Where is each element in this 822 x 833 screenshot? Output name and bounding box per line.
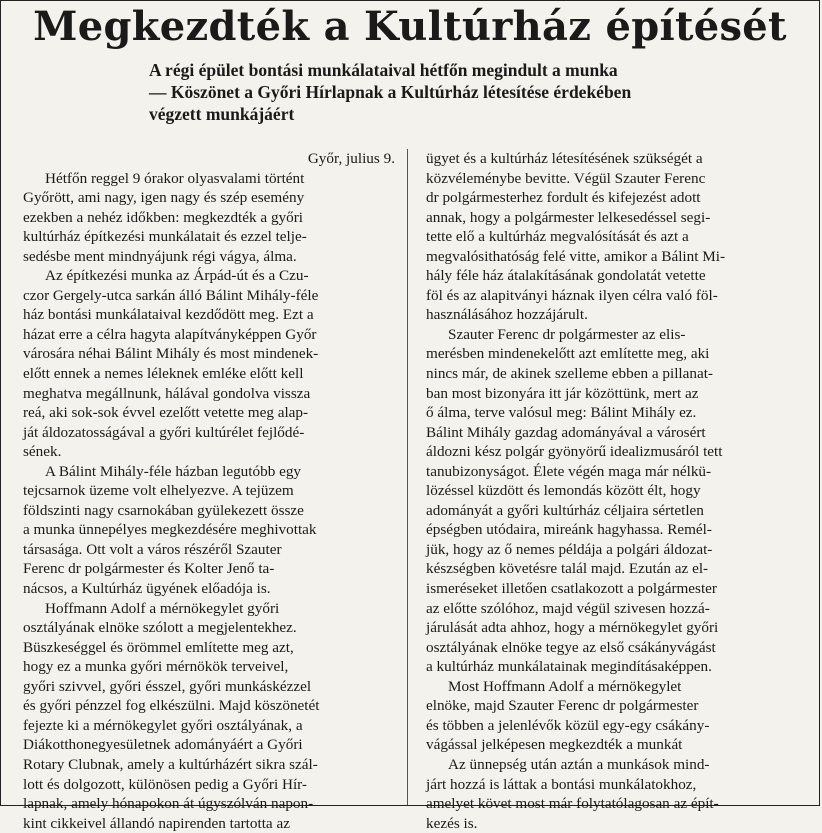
subheadline-line: — Köszönet a Győri Hírlapnak a Kultúrház létesítése érdekében: [149, 82, 632, 102]
text-line: előtt ennek a nemes léleknek emléke előtt kell: [23, 365, 304, 383]
text-line: föl és az alapitványi háznak ilyen célra való föl-: [426, 286, 718, 304]
text-line: annak, hogy a polgármester lelkesedéssel segi-: [426, 208, 711, 226]
text-line: hogy ez a munka győri mérnökök terveivel,: [23, 658, 289, 676]
text-line: ház bontási munkálataival kezdődött meg. Ezt a: [23, 306, 314, 324]
text-line: Hétfőn reggel 9 órakor olyasvalami történt: [45, 169, 305, 187]
text-line: hály féle ház átalakításának gondolatát vetette: [426, 267, 706, 285]
text-line: földszinti nagy csarnokában gyülekezett össze: [23, 501, 304, 519]
text-line: kezés is.: [426, 814, 478, 832]
text-line: Az építkezési munka az Árpád-út és a Czu-: [45, 267, 309, 285]
text-line: sedésbe ment mindnyájunk régi vágya, álma.: [23, 247, 297, 265]
text-line: a munka ünnepélyes megkezdésére meghivottak: [23, 521, 317, 539]
text-line: kultúrház építkezési munkálatait és ezzel telje-: [23, 228, 307, 246]
text-line: és többen a jelenlévők közül egy-egy csákány-: [426, 716, 710, 734]
text-line: társasága. Ott volt a város részéről Szauter: [23, 540, 282, 558]
left-column: [1, 149, 403, 832]
headline: Megkezdték a Kultúrház építését: [33, 3, 787, 50]
text-line: osztályának elnöke tegye az első csákányvágást: [426, 638, 716, 656]
subheadline-line: végzett munkájáért: [149, 104, 295, 124]
text-line: kint cikkeivel állandó napirenden tartotta az: [23, 814, 290, 832]
text-line: reá, aki sok-sok évvel ezelőtt vetette meg alap-: [23, 404, 309, 422]
text-line: ügyet és a kultúrház létesítésének szükségét a: [426, 150, 703, 167]
text-line: városára néhai Bálint Mihály és most mindenek-: [23, 345, 319, 363]
text-line: sének.: [23, 443, 62, 461]
text-line: Győrött, ami nagy, igen nagy és szép esemény: [23, 189, 305, 207]
text-line: lözéssel küzdött és lemondás között élt, hogy: [426, 482, 701, 500]
right-column: [407, 149, 805, 832]
text-line: Az ünnepség után aztán a munkások mind-: [448, 755, 710, 773]
text-line: közvéleménybe bevitte. Végül Szauter Ferenc: [426, 169, 706, 187]
text-line: Ferenc dr polgármester és Kolter Jenő ta-: [23, 560, 275, 578]
article-body: [1, 149, 819, 832]
text-line: megvalósithatóság felé vitte, amikor a Bálint Mi-: [426, 247, 726, 265]
subheadline: [149, 59, 801, 125]
text-line: az előtte szólóhoz, majd végül szivesen hozzá-: [426, 599, 710, 617]
text-line: A Bálint Mihály-féle házban legutóbb egy: [45, 462, 302, 480]
text-line: ban most bizonyára itt jár közöttünk, mert az: [426, 384, 699, 402]
text-line: ját áldozatosságával a győri kultúrélet fejlődé-: [23, 423, 305, 441]
text-line: czor Gergely-utca sarkán álló Bálint Mihály-féle: [23, 286, 319, 304]
text-line: elnöke, majd Szauter Ferenc dr polgármester: [426, 697, 699, 715]
text-line: a kultúrház munkálatainak megindításaképpen.: [426, 658, 712, 676]
text-line: vágással jelképesen megkezdték a munkát: [426, 736, 683, 754]
text-line: győri szivvel, győri ésszel, győri munkáskézzel: [23, 677, 312, 695]
text-line: áldozni kész polgár gyönyörű idealizmusáról tett: [426, 443, 723, 461]
text-line: Rotary Clubnak, amely a kultúrházért sikra szál-: [23, 755, 318, 773]
subheadline-line: A régi épület bontási munkálataival hétfőn megindult a munka: [149, 60, 618, 80]
text-line: Most Hoffmann Adolf a mérnökegylet: [448, 677, 682, 695]
text-line: tette elő a kultúrház megvalósítását és azt a: [426, 228, 689, 246]
text-line: járt hozzá is láttak a bontási munkálatokhoz,: [426, 775, 697, 793]
text-line: nincs már, de akinek szelleme ebben a pillanat-: [426, 365, 713, 383]
text-line: merésben mindenekelőtt azt említette meg, aki: [426, 345, 710, 363]
dateline: Győr, julius 9.: [307, 150, 395, 167]
text-line: tanubizonyságot. Élete végén maga már nélkü-: [426, 462, 712, 480]
text-line: meghatva megállnunk, hálával gondolva vissza: [23, 384, 311, 402]
text-line: házat erre a célra hagyta alapítványképpen Győr: [23, 325, 317, 343]
text-line: lapnak, amely hónapokon át úgyszólván napon-: [23, 795, 314, 813]
text-line: ismeréseket illetően csatlakozott a polgármester: [426, 580, 717, 598]
text-line: készségben követésre talál majd. Ezután az el-: [426, 560, 709, 578]
text-line: Büszkeséggel és örömmel említette meg azt,: [23, 638, 294, 656]
text-line: ezekben a nehéz időkben: megkezdték a győri: [23, 208, 303, 226]
text-line: lott és dolgozott, különösen pedig a Győri Hír-: [23, 775, 307, 793]
text-line: Hoffmann Adolf a mérnökegylet győri: [45, 599, 280, 617]
text-line: osztályának elnöke szólott a megjelentekhez.: [23, 619, 297, 637]
text-line: használásához hozzájárult.: [426, 306, 588, 324]
left-column-text: [23, 169, 403, 833]
text-line: és győri pénzzel fog elkészülni. Majd köszönetét: [23, 697, 320, 715]
text-line: adományát a győri kultúrház céljaira sértetlen: [426, 501, 704, 519]
text-line: ő álma, terve valósul meg: Bálint Mihály ez.: [426, 404, 697, 422]
text-line: Bálint Mihály gazdag adományával a városért: [426, 423, 706, 441]
text-line: épségben utódaira, mireánk hagyhassa. Remél-: [426, 521, 712, 539]
text-line: fejezte ki a mérnökegylet győri osztályának, a: [23, 716, 303, 734]
text-line: dr polgármesterhez fordult és kifejezést adott: [426, 189, 701, 207]
right-column-text: [426, 149, 805, 833]
text-line: nácsos, a Kultúrház ügyének előadója is.: [23, 580, 271, 598]
text-line: Szauter Ferenc dr polgármester az elis-: [448, 325, 686, 343]
text-line: amelyet követ most már folytatólagosan az épít-: [426, 795, 719, 813]
text-line: jük, hogy az ő nemes példája a polgári áldozat-: [426, 540, 713, 558]
text-line: járulását adta ahhoz, hogy a mérnökegylet győri: [426, 619, 719, 637]
text-line: tejcsarnok üzeme volt elhelyezve. A tejüzem: [23, 482, 294, 500]
text-line: Diákotthonegyesületnek adományáért a Győri: [23, 736, 303, 754]
